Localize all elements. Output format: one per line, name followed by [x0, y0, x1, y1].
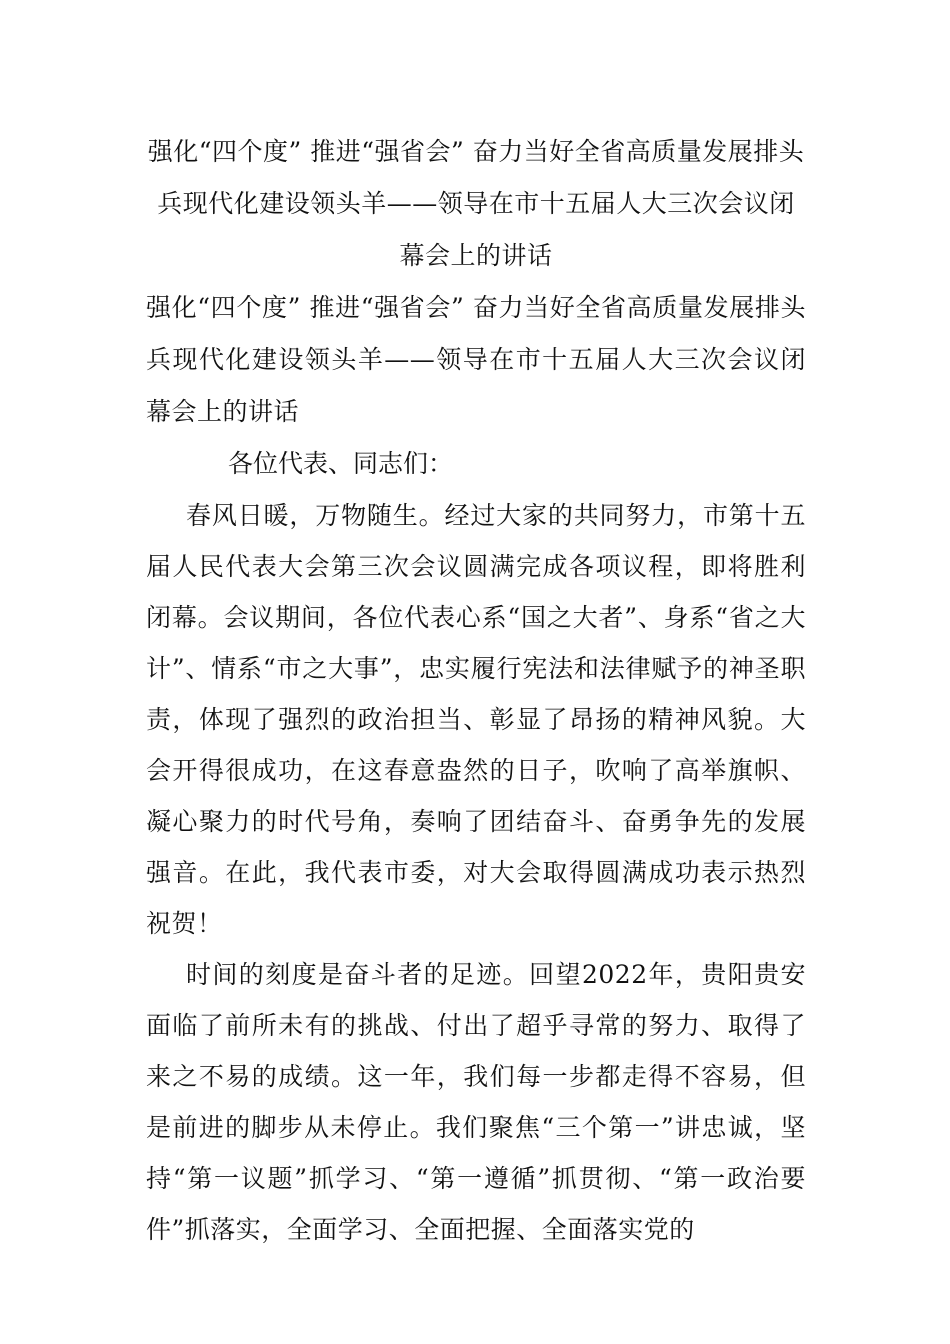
document-title-repeat: 强化“四个度” 推进“强省会” 奋力当好全省高质量发展排头兵现代化建设领头羊——领导在市十五届人大三次会议闭幕会上的讲话 — [146, 293, 806, 426]
document-title: 强化“四个度” 推进“强省会” 奋力当好全省高质量发展排头兵现代化建设领头羊——领导在市十五届人大三次会议闭幕会上的讲话 — [147, 137, 805, 270]
document-page — [146, 126, 806, 1255]
paragraph-2: 时间的刻度是奋斗者的足迹。回望2022年，贵阳贵安面临了前所未有的挑战、付出了超乎寻常的努力、取得了来之不易的成绩。这一年，我们每一步都走得不容易，但是前进的脚步从未停止。我们聚焦“三个第一”讲忠诚，坚持“第一议题”抓学习、“第一遵循”抓贯彻、“第一政治要件”抓落实，全面学习、全面把握、全面落实党的 — [146, 960, 806, 1244]
salutation: 各位代表、同志们： — [228, 449, 454, 478]
paragraph-1: 春风日暖，万物随生。经过大家的共同努力，市第十五届人民代表大会第三次会议圆满完成各项议程，即将胜利闭幕。会议期间，各位代表心系“国之大者”、身系“省之大计”、情系“市之大事”，忠实履行宪法和法律赋予的神圣职责，体现了强烈的政治担当、彰显了昂扬的精神风貌。大会开得很成功，在这春意盎然的日子，吹响了高举旗帜、凝心聚力的时代号角，奏响了团结奋斗、奋勇争先的发展强音。在此，我代表市委，对大会取得圆满成功表示热烈祝贺！ — [146, 501, 806, 938]
